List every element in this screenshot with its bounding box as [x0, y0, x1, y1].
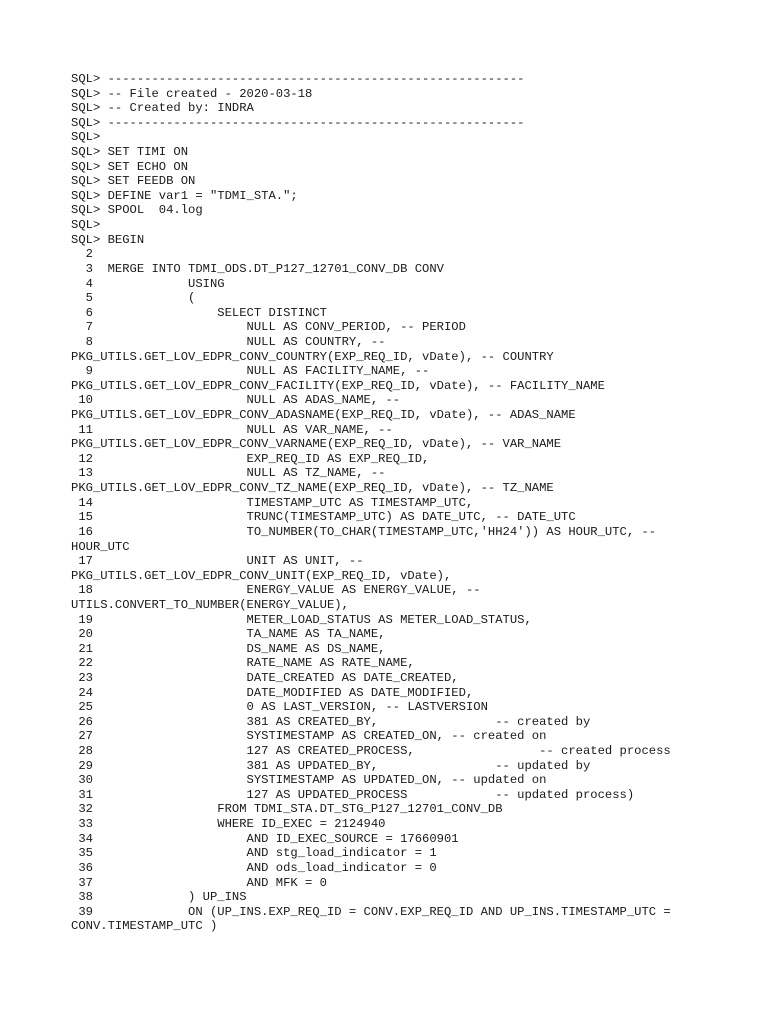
code-line: 13 NULL AS TZ_NAME, --: [71, 466, 386, 481]
code-line: PKG_UTILS.GET_LOV_EDPR_CONV_COUNTRY(EXP_REQ_ID, vDate), -- COUNTRY: [71, 349, 554, 364]
code-line: 5 (: [71, 291, 196, 306]
code-line: SQL> ---------------------------------------------------------: [71, 115, 525, 130]
code-line: 16 TO_NUMBER(TO_CHAR(TIMESTAMP_UTC,'HH24')) AS HOUR_UTC, --: [71, 524, 657, 539]
code-line: 6 SELECT DISTINCT: [71, 305, 327, 320]
code-line: 12 EXP_REQ_ID AS EXP_REQ_ID,: [71, 451, 430, 466]
code-line: 24 DATE_MODIFIED AS DATE_MODIFIED,: [71, 685, 474, 700]
code-line: PKG_UTILS.GET_LOV_EDPR_CONV_UNIT(EXP_REQ_ID, vDate),: [71, 568, 452, 583]
code-line: PKG_UTILS.GET_LOV_EDPR_CONV_TZ_NAME(EXP_REQ_ID, vDate), -- TZ_NAME: [71, 481, 554, 496]
code-line: SQL> BEGIN: [71, 232, 145, 247]
code-line: HOUR_UTC: [71, 539, 130, 554]
code-line: 14 TIMESTAMP_UTC AS TIMESTAMP_UTC,: [71, 495, 474, 510]
code-line: 9 NULL AS FACILITY_NAME, --: [71, 364, 430, 379]
code-line: 37 AND MFK = 0: [71, 875, 327, 890]
code-line: SQL> ---------------------------------------------------------: [71, 72, 525, 86]
code-line: SQL>: [71, 218, 101, 233]
code-line: PKG_UTILS.GET_LOV_EDPR_CONV_ADASNAME(EXP_REQ_ID, vDate), -- ADAS_NAME: [71, 408, 576, 423]
code-line: SQL> SPOOL 04.log: [71, 203, 203, 218]
code-line: SQL> -- File created - 2020-03-18: [71, 86, 313, 101]
code-line: 39 ON (UP_INS.EXP_REQ_ID = CONV.EXP_REQ_ID AND UP_INS.TIMESTAMP_UTC =: [71, 904, 671, 919]
code-line: SQL> DEFINE var1 = "TDMI_STA.";: [71, 188, 298, 203]
code-line: SQL> SET FEEDB ON: [71, 174, 196, 189]
code-line: PKG_UTILS.GET_LOV_EDPR_CONV_FACILITY(EXP_REQ_ID, vDate), -- FACILITY_NAME: [71, 378, 605, 393]
code-line: 29 381 AS UPDATED_BY, -- updated by: [71, 758, 591, 773]
code-line: 3 MERGE INTO TDMI_ODS.DT_P127_12701_CONV_DB CONV: [71, 261, 444, 276]
code-line: 26 381 AS CREATED_BY, -- created by: [71, 714, 591, 729]
code-line: 32 FROM TDMI_STA.DT_STG_P127_12701_CONV_DB: [71, 802, 503, 817]
code-line: 33 WHERE ID_EXEC = 2124940: [71, 817, 386, 832]
code-line: 34 AND ID_EXEC_SOURCE = 17660901: [71, 831, 459, 846]
code-line: 2: [71, 247, 93, 262]
code-line: SQL>: [71, 130, 101, 145]
code-line: 36 AND ods_load_indicator = 0: [71, 860, 437, 875]
code-line: 23 DATE_CREATED AS DATE_CREATED,: [71, 670, 459, 685]
code-line: SQL> SET ECHO ON: [71, 159, 189, 174]
code-line: 4 USING: [71, 276, 225, 291]
code-line: SQL> SET TIMI ON: [71, 145, 189, 160]
code-line: 31 127 AS UPDATED_PROCESS -- updated process): [71, 787, 635, 802]
code-line: 11 NULL AS VAR_NAME, --: [71, 422, 393, 437]
code-line: 20 TA_NAME AS TA_NAME,: [71, 627, 386, 642]
code-line: 35 AND stg_load_indicator = 1: [71, 846, 437, 861]
code-line: 7 NULL AS CONV_PERIOD, -- PERIOD: [71, 320, 466, 335]
code-line: 19 METER_LOAD_STATUS AS METER_LOAD_STATUS,: [71, 612, 532, 627]
code-line: 8 NULL AS COUNTRY, --: [71, 334, 386, 349]
code-line: 10 NULL AS ADAS_NAME, --: [71, 393, 401, 408]
code-line: 38 ) UP_INS: [71, 890, 247, 905]
code-line: 30 SYSTIMESTAMP AS UPDATED_ON, -- updated on: [71, 773, 547, 788]
code-line: 22 RATE_NAME AS RATE_NAME,: [71, 656, 415, 671]
code-line: 18 ENERGY_VALUE AS ENERGY_VALUE, --: [71, 583, 481, 598]
code-line: UTILS.CONVERT_TO_NUMBER(ENERGY_VALUE),: [71, 597, 349, 612]
code-line: PKG_UTILS.GET_LOV_EDPR_CONV_VARNAME(EXP_REQ_ID, vDate), -- VAR_NAME: [71, 437, 562, 452]
sql-log-text: [71, 72, 731, 934]
code-line: 28 127 AS CREATED_PROCESS, -- created process: [71, 744, 671, 759]
code-line: CONV.TIMESTAMP_UTC ): [71, 919, 218, 934]
code-line: 25 0 AS LAST_VERSION, -- LASTVERSION: [71, 700, 488, 715]
code-line: 17 UNIT AS UNIT, --: [71, 554, 364, 569]
code-line: 15 TRUNC(TIMESTAMP_UTC) AS DATE_UTC, -- DATE_UTC: [71, 510, 576, 525]
code-line: SQL> -- Created by: INDRA: [71, 101, 254, 116]
code-line: 21 DS_NAME AS DS_NAME,: [71, 641, 386, 656]
code-line: 27 SYSTIMESTAMP AS CREATED_ON, -- created on: [71, 729, 547, 744]
